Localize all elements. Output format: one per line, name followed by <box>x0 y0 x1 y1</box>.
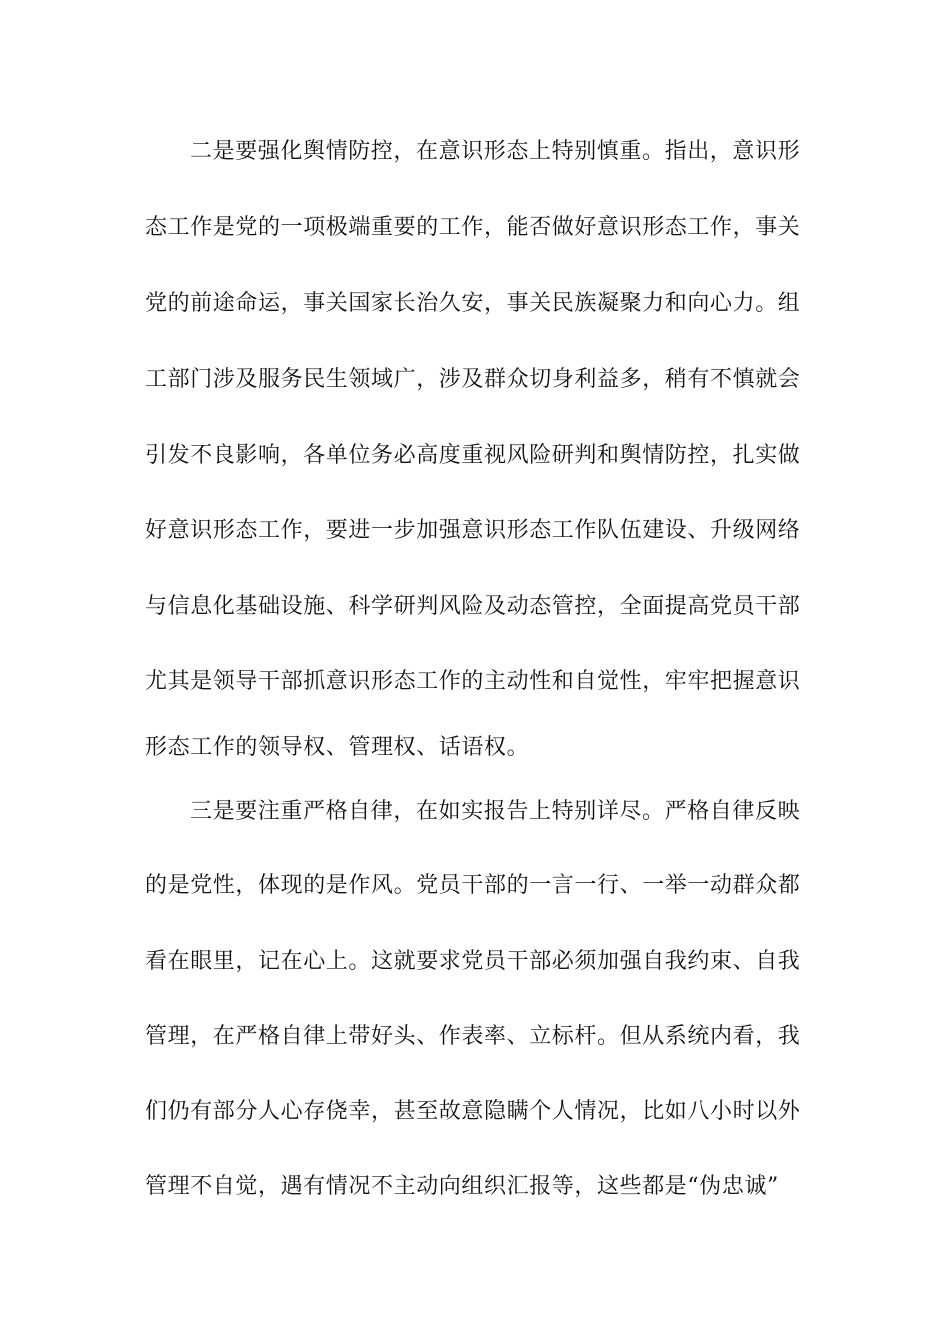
paragraph-3-line-2: 的是党性，体现的是作风。党员干部的一言一行、一举一动群众都 <box>145 873 801 898</box>
paragraph-2-line-7: 与信息化基础设施、科学研判风险及动态管控，全面提高党员干部 <box>145 594 801 619</box>
paragraph-2-line-2: 态工作是党的一项极端重要的工作，能否做好意识形态工作，事关 <box>145 215 801 240</box>
paragraph-2-line-5: 引发不良影响，各单位务必高度重视风险研判和舆情防控，扎实做 <box>145 443 801 468</box>
paragraph-2-line-4: 工部门涉及服务民生领域广，涉及群众切身利益多，稍有不慎就会 <box>145 367 801 392</box>
paragraph-2-line-9: 形态工作的领导权、管理权、话语权。 <box>145 735 530 760</box>
paragraph-2-line-3: 党的前途命运，事关国家长治久安，事关民族凝聚力和向心力。组 <box>145 291 801 316</box>
paragraph-3-line-5: 们仍有部分人心存侥幸，甚至故意隐瞒个人情况，比如八小时以外 <box>145 1099 801 1124</box>
paragraph-2-line-8: 尤其是领导干部抓意识形态工作的主动性和自觉性，牢牢把握意识 <box>145 669 801 694</box>
paragraph-2-line-1: 二是要强化舆情防控，在意识形态上特别慎重。指出，意识形 <box>190 139 801 164</box>
paragraph-2-line-6: 好意识形态工作，要进一步加强意识形态工作队伍建设、升级网络 <box>145 518 801 543</box>
paragraph-3-line-6: 管理不自觉，遇有情况不主动向组织汇报等，这些都是“伪忠诚” <box>145 1174 779 1199</box>
paragraph-3-line-4: 管理，在严格自律上带好头、作表率、立标杆。但从系统内看，我 <box>145 1024 801 1049</box>
paragraph-3-line-1: 三是要注重严格自律，在如实报告上特别详尽。严格自律反映 <box>190 799 801 824</box>
paragraph-3-line-3: 看在眼里，记在心上。这就要求党员干部必须加强自我约束、自我 <box>145 949 801 974</box>
